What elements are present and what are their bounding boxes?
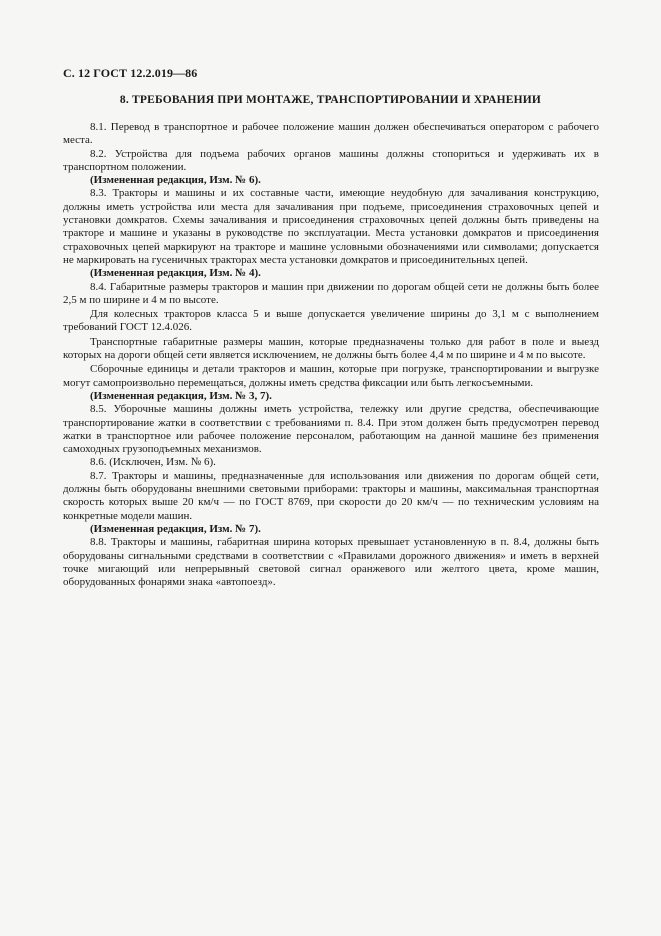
paragraph-8-4-wheeled: Для колесных тракторов класса 5 и выше допускается увеличение ширины до 3,1 м с выполнением требований ГОСТ 12.4.026. bbox=[63, 308, 599, 334]
paragraph-8-3: 8.3. Тракторы и машины и их составные части, имеющие неудобную для зачаливания конструкцию, должны иметь устройства или места для зачаливания при подъеме, присоединения страховочных цепей и установки домкратов. Схемы зачаливания и присоединения страховочных цепей должны быть приведены на тракторе и машине и указаны в руководстве по эксплуатации. Места установки домкратов и присоединения страховочных цепей маркируют на тракторе и машине условными обозначениями или символами; допускается не маркировать на гусеничных тракторах места установки домкратов и присоединительных цепей. bbox=[63, 187, 599, 266]
paragraph-8-6: 8.6. (Исключен, Изм. № 6). bbox=[90, 456, 216, 469]
amendment-note: (Измененная редакция, Изм. № 6). bbox=[90, 174, 261, 187]
paragraph-8-7: 8.7. Тракторы и машины, предназначенные для использования или движения по дорогам общей сети, должны быть оборудованы внешними световыми приборами: тракторы и машины, максимальная транспортная скорость которых выше 20 км/ч — по ГОСТ 8769, при скорости до 20 км/ч — по техническим условиям на конкретные модели машин. bbox=[63, 469, 599, 522]
paragraph-8-1: 8.1. Перевод в транспортное и рабочее положение машин должен обеспечиваться оператором с рабочего места. bbox=[63, 121, 599, 147]
paragraph-8-4-transport-dimensions: Транспортные габаритные размеры машин, которые предназначены только для работ в поле и выезд которых на дороги общей сети является исключением, не должны быть более 4,4 м по ширине и 4 м по высоте. bbox=[63, 335, 599, 362]
section-title: 8. ТРЕБОВАНИЯ ПРИ МОНТАЖЕ, ТРАНСПОРТИРОВАНИИ И ХРАНЕНИИ bbox=[119, 94, 542, 106]
paragraph-8-4: 8.4. Габаритные размеры тракторов и машин при движении по дорогам общей сети не должны быть более 2,5 м по ширине и 4 м по высоте. bbox=[63, 280, 599, 306]
paragraph-8-5: 8.5. Уборочные машины должны иметь устройства, тележку или другие средства, обеспечивающие транспортирование жатки в соответствии с требованиями п. 8.4. При этом должен быть предусмотрен перевод жатки в транспортное или рабочее положение персоналом, работающим на данной машине без применения самоходных грузоподъемных механизмов. bbox=[63, 403, 599, 456]
paragraph-8-4-assembly-units: Сборочные единицы и детали тракторов и машин, которые при погрузке, транспортировании и выгрузке могут самопроизвольно перемещаться, должны иметь средства фиксации или быть легкосъемными. bbox=[63, 363, 599, 389]
paragraph-8-2: 8.2. Устройства для подъема рабочих органов машины должны стопориться и удерживать их в транспортном положении. bbox=[63, 147, 599, 173]
paragraph-8-8: 8.8. Тракторы и машины, габаритная ширина которых превышает установленную в п. 8.4, должны быть оборудованы сигнальными средствами в соответствии с «Правилами дорожного движения» и иметь в верхней точке мигающий или непрерывный световой сигнал оранжевого или желтого цвета, кроме машин, оборудованных фонарями знака «автопоезд». bbox=[63, 536, 599, 589]
amendment-note: (Измененная редакция, Изм. № 4). bbox=[90, 267, 261, 280]
amendment-note: (Измененная редакция, Изм. № 3, 7). bbox=[90, 389, 272, 402]
document-body bbox=[63, 121, 599, 589]
page-header: С. 12 ГОСТ 12.2.019—86 bbox=[63, 66, 198, 80]
amendment-note: (Измененная редакция, Изм. № 7). bbox=[90, 522, 261, 535]
